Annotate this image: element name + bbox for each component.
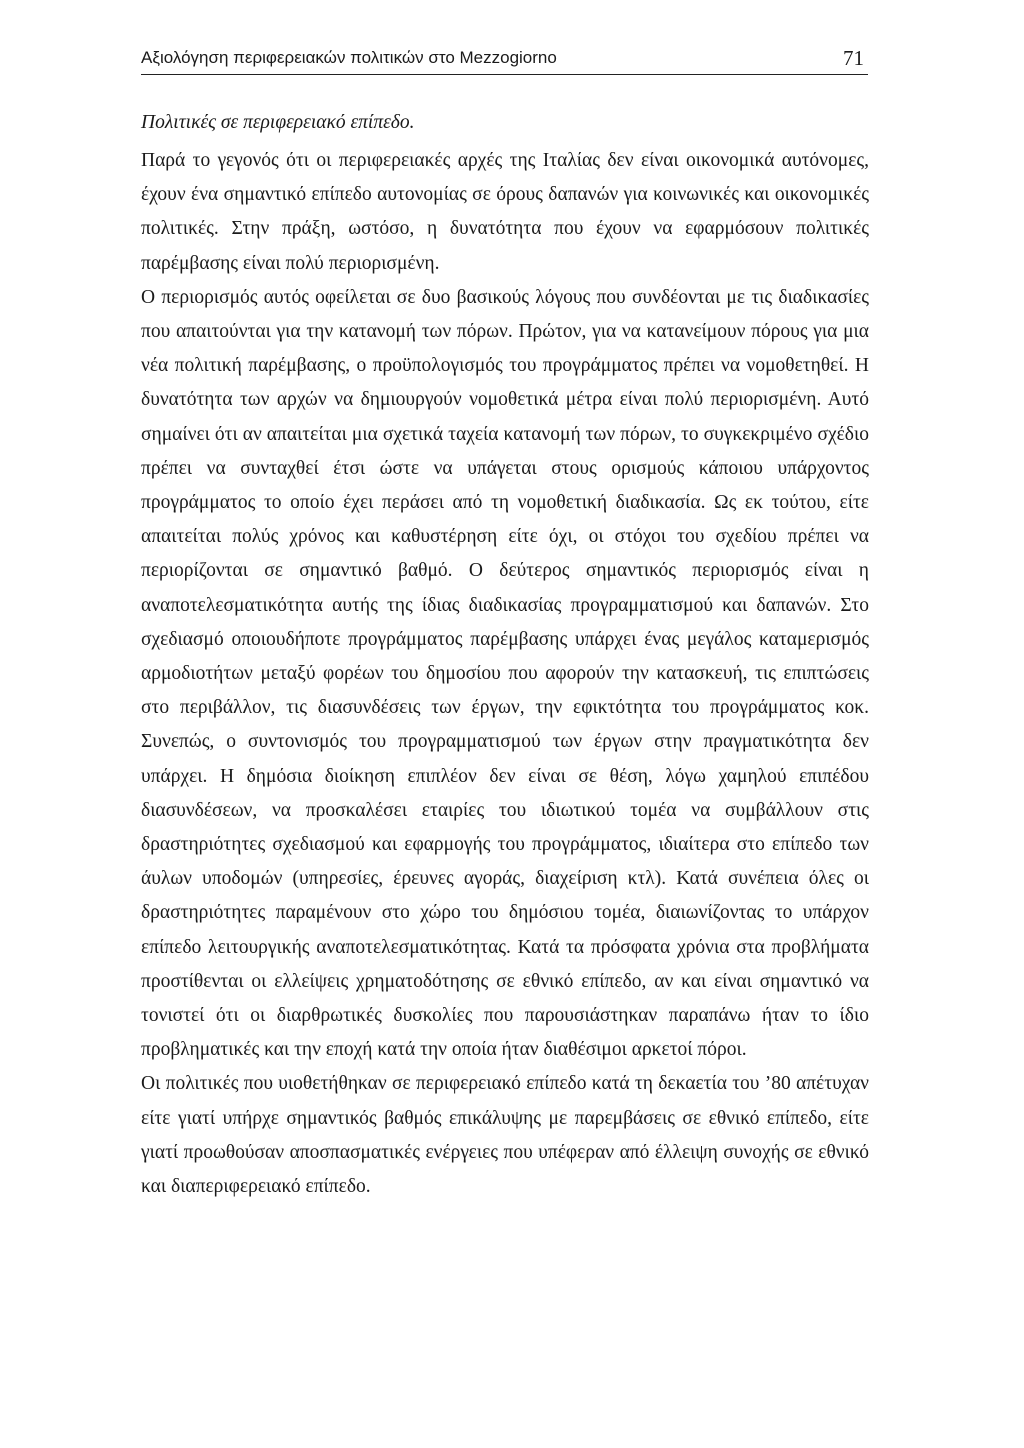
paragraph: Ο περιορισμός αυτός οφείλεται σε δυο βασικούς λόγους που συνδέονται με τις διαδικασίες που απαιτούνται για την κατανομή των πόρων. Πρώτον, για να κατανείμουν πόρους για μια νέα πολιτική παρέμβασης, ο προϋπολογισμός του προγράμματος πρέπει να νομοθετηθεί. Η δυνατότητα των αρχών να δημιουργούν νομοθετικά μέτρα είναι πολύ περιορισμένη. Αυτό σημαίνει ότι αν απαιτείται μια σχετικά ταχεία κατανομή των πόρων, το συγκεκριμένο σχέδιο πρέπει να συνταχθεί έτσι ώστε να υπάγεται στους ορισμούς κάποιου υπάρχοντος προγράμματος το οποίο έχει περάσει από τη νομοθετική διαδικασία. Ως εκ τούτου, είτε απαιτείται πολύς χρόνος και καθυστέρηση είτε όχι, οι στόχοι του σχεδίου πρέπει να περιορίζονται σε σημαντικό βαθμό. Ο δεύτερος σημαντικός περιορισμός είναι η αναποτελεσματικότητα αυτής της ίδιας διαδικασίας προγραμματισμού και δαπανών. Στο σχεδιασμό οποιουδήποτε προγράμματος παρέμβασης υπάρχει ένας μεγάλος καταμερισμός αρμοδιοτήτων μεταξύ φορέων του δημοσίου που αφορούν την κατασκευή, τις επιπτώσεις στο περιβάλλον, τις διασυνδέσεις των έργων, την εφικτότητα του προγράμματος κοκ. Συνεπώς, ο συντονισμός του προγραμματισμού των έργων στην πραγματικότητα δεν υπάρχει. Η δημόσια διοίκηση επιπλέον δεν είναι σε θέση, λόγω χαμηλού επιπέδου διασυνδέσεων, να προσκαλέσει εταιρίες του ιδιωτικού τομέα να συμβάλλουν στις δραστηριότητες σχεδιασμού και εφαρμογής του προγράμματος, ιδιαίτερα στο επίπεδο των άυλων υποδομών (υπηρεσίες, έρευνες αγοράς, διαχείριση κτλ). Κατά συνέπεια όλες οι δραστηριότητες παραμένουν στο χώρο του δημόσιου τομέα, διαιωνίζοντας το υπάρχον επίπεδο λειτουργικής αναποτελεσματικότητας. Κατά τα πρόσφατα χρόνια στα προβλήματα προστίθενται οι ελλείψεις χρηματοδότησης σε εθνικό επίπεδο, αν και είναι σημαντικό να τονιστεί ότι οι διαρθρωτικές δυσκολίες που παρουσιάστηκαν παραπάνω ήταν το ίδιο προβληματικές και την εποχή κατά την οποία ήταν διαθέσιμοι αρκετοί πόροι. xyxy=(141,286,869,1061)
section-heading: Πολιτικές σε περιφερειακό επίπεδο. xyxy=(141,112,415,133)
running-header xyxy=(141,44,868,75)
paragraph: Παρά το γεγονός ότι οι περιφερειακές αρχές της Ιταλίας δεν είναι οικονομικά αυτόνομες, έχουν ένα σημαντικό επίπεδο αυτονομίας σε όρους δαπανών για κοινωνικές και οικονομικές πολιτικές. Στην πράξη, ωστόσο, η δυνατότητα που έχουν να εφαρμόσουν πολιτικές παρέμβασης είναι πολύ περιορισμένη. xyxy=(141,150,869,274)
paragraph: Οι πολιτικές που υιοθετήθηκαν σε περιφερειακό επίπεδο κατά τη δεκαετία του ’80 απέτυχαν είτε γιατί υπήρχε σημαντικός βαθμός επικάλυψης με παρεμβάσεις σε εθνικό επίπεδο, είτε γιατί προωθούσαν αποσπασματικές ενέργειες που υπέφεραν από έλλειψη συνοχής σε εθνικό και διαπεριφερειακό επίπεδο. xyxy=(141,1073,869,1198)
page-number: 71 xyxy=(843,46,864,70)
body-text xyxy=(141,144,869,1204)
header-title: Αξιολόγηση περιφερειακών πολιτικών στο Mezzogiorno xyxy=(141,48,557,67)
